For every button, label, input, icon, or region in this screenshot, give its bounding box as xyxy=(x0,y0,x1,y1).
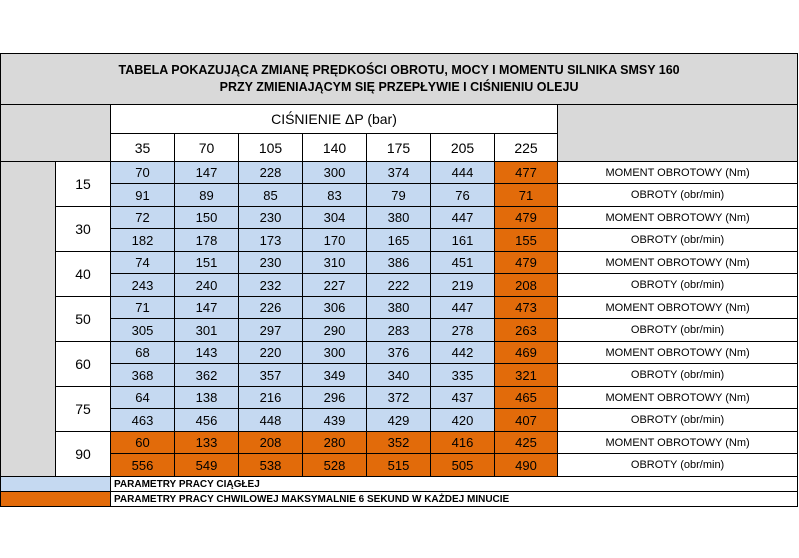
speed-value-cell: 227 xyxy=(303,274,367,297)
torque-value-cell: 425 xyxy=(495,432,558,454)
speed-value-cell: 448 xyxy=(239,409,303,432)
speed-value-cell: 89 xyxy=(175,184,239,207)
speed-value-cell: 321 xyxy=(495,364,558,387)
speed-param-label: OBROTY (obr/min) xyxy=(558,364,798,387)
torque-value-cell: 380 xyxy=(367,297,431,319)
torque-value-cell: 469 xyxy=(495,342,558,364)
table-row xyxy=(1,409,798,432)
torque-value-cell: 300 xyxy=(303,162,367,184)
speed-value-cell: 362 xyxy=(175,364,239,387)
flow-value: 50 xyxy=(56,297,111,342)
pressure-header: 225 xyxy=(495,134,558,162)
torque-value-cell: 447 xyxy=(431,297,495,319)
torque-value-cell: 372 xyxy=(367,387,431,409)
speed-value-cell: 439 xyxy=(303,409,367,432)
pressure-header: 205 xyxy=(431,134,495,162)
torque-value-cell: 70 xyxy=(111,162,175,184)
speed-value-cell: 528 xyxy=(303,454,367,477)
torque-value-cell: 147 xyxy=(175,297,239,319)
flow-value: 30 xyxy=(56,207,111,252)
table-row xyxy=(1,319,798,342)
torque-value-cell: 465 xyxy=(495,387,558,409)
torque-value-cell: 230 xyxy=(239,207,303,229)
speed-value-cell: 283 xyxy=(367,319,431,342)
pressure-header: 35 xyxy=(111,134,175,162)
torque-param-label: MOMENT OBROTOWY (Nm) xyxy=(558,252,798,274)
torque-value-cell: 208 xyxy=(239,432,303,454)
torque-value-cell: 306 xyxy=(303,297,367,319)
torque-value-cell: 374 xyxy=(367,162,431,184)
speed-value-cell: 91 xyxy=(111,184,175,207)
legend-row xyxy=(1,477,798,492)
pressure-header: 105 xyxy=(239,134,303,162)
torque-value-cell: 479 xyxy=(495,207,558,229)
torque-value-cell: 280 xyxy=(303,432,367,454)
torque-value-cell: 220 xyxy=(239,342,303,364)
torque-value-cell: 416 xyxy=(431,432,495,454)
speed-value-cell: 538 xyxy=(239,454,303,477)
flow-value: 40 xyxy=(56,252,111,297)
torque-value-cell: 143 xyxy=(175,342,239,364)
speed-value-cell: 278 xyxy=(431,319,495,342)
torque-value-cell: 477 xyxy=(495,162,558,184)
pressure-header: 70 xyxy=(175,134,239,162)
speed-value-cell: 305 xyxy=(111,319,175,342)
speed-value-cell: 83 xyxy=(303,184,367,207)
torque-value-cell: 352 xyxy=(367,432,431,454)
torque-value-cell: 442 xyxy=(431,342,495,364)
speed-value-cell: 349 xyxy=(303,364,367,387)
table-row xyxy=(1,432,798,454)
torque-value-cell: 479 xyxy=(495,252,558,274)
speed-value-cell: 463 xyxy=(111,409,175,432)
speed-value-cell: 243 xyxy=(111,274,175,297)
table-row xyxy=(1,342,798,364)
speed-value-cell: 368 xyxy=(111,364,175,387)
torque-value-cell: 310 xyxy=(303,252,367,274)
title-line-1: TABELA POKAZUJĄCA ZMIANĘ PRĘDKOŚCI OBROTU, MOCY I MOMENTU SILNIKA SMSY 160 xyxy=(118,63,680,77)
flow-value: 15 xyxy=(56,162,111,207)
torque-value-cell: 296 xyxy=(303,387,367,409)
speed-value-cell: 297 xyxy=(239,319,303,342)
speed-value-cell: 263 xyxy=(495,319,558,342)
speed-value-cell: 420 xyxy=(431,409,495,432)
speed-value-cell: 240 xyxy=(175,274,239,297)
torque-value-cell: 447 xyxy=(431,207,495,229)
corner-cell xyxy=(1,105,111,162)
speed-value-cell: 178 xyxy=(175,229,239,252)
speed-param-label: OBROTY (obr/min) xyxy=(558,184,798,207)
speed-value-cell: 182 xyxy=(111,229,175,252)
intermittent-legend-swatch xyxy=(1,492,111,507)
torque-value-cell: 451 xyxy=(431,252,495,274)
speed-value-cell: 170 xyxy=(303,229,367,252)
flow-value: 60 xyxy=(56,342,111,387)
torque-value-cell: 228 xyxy=(239,162,303,184)
speed-value-cell: 173 xyxy=(239,229,303,252)
pressure-header: 175 xyxy=(367,134,431,162)
speed-param-label: OBROTY (obr/min) xyxy=(558,229,798,252)
table-row xyxy=(1,207,798,229)
table-row xyxy=(1,297,798,319)
speed-param-label: OBROTY (obr/min) xyxy=(558,274,798,297)
speed-value-cell: 549 xyxy=(175,454,239,477)
table-row xyxy=(1,184,798,207)
speed-value-cell: 490 xyxy=(495,454,558,477)
speed-value-cell: 301 xyxy=(175,319,239,342)
table-row xyxy=(1,162,798,184)
torque-param-label: MOMENT OBROTOWY (Nm) xyxy=(558,342,798,364)
torque-value-cell: 71 xyxy=(111,297,175,319)
table-row xyxy=(1,229,798,252)
param-header-blank xyxy=(558,105,798,162)
motor-parameters-table xyxy=(0,53,798,507)
speed-param-label: OBROTY (obr/min) xyxy=(558,409,798,432)
speed-value-cell: 232 xyxy=(239,274,303,297)
torque-value-cell: 300 xyxy=(303,342,367,364)
continuous-legend-text: PARAMETRY PRACY CIĄGŁEJ xyxy=(111,477,798,492)
speed-value-cell: 505 xyxy=(431,454,495,477)
torque-param-label: MOMENT OBROTOWY (Nm) xyxy=(558,387,798,409)
table-row xyxy=(1,274,798,297)
torque-value-cell: 376 xyxy=(367,342,431,364)
speed-value-cell: 71 xyxy=(495,184,558,207)
torque-value-cell: 64 xyxy=(111,387,175,409)
speed-param-label: OBROTY (obr/min) xyxy=(558,454,798,477)
flow-value: 75 xyxy=(56,387,111,432)
torque-value-cell: 304 xyxy=(303,207,367,229)
speed-value-cell: 219 xyxy=(431,274,495,297)
torque-value-cell: 216 xyxy=(239,387,303,409)
torque-param-label: MOMENT OBROTOWY (Nm) xyxy=(558,432,798,454)
torque-value-cell: 444 xyxy=(431,162,495,184)
table-row xyxy=(1,252,798,274)
torque-value-cell: 151 xyxy=(175,252,239,274)
speed-value-cell: 515 xyxy=(367,454,431,477)
flow-axis-label xyxy=(1,162,56,477)
torque-value-cell: 380 xyxy=(367,207,431,229)
table-title xyxy=(1,54,798,105)
table-row xyxy=(1,364,798,387)
torque-param-label: MOMENT OBROTOWY (Nm) xyxy=(558,297,798,319)
flow-value: 90 xyxy=(56,432,111,477)
intermittent-legend-text: PARAMETRY PRACY CHWILOWEJ MAKSYMALNIE 6 SEKUND W KAŻDEJ MINUCIE xyxy=(111,492,798,507)
torque-value-cell: 226 xyxy=(239,297,303,319)
torque-param-label: MOMENT OBROTOWY (Nm) xyxy=(558,207,798,229)
torque-value-cell: 473 xyxy=(495,297,558,319)
torque-value-cell: 150 xyxy=(175,207,239,229)
speed-value-cell: 155 xyxy=(495,229,558,252)
torque-value-cell: 138 xyxy=(175,387,239,409)
torque-value-cell: 68 xyxy=(111,342,175,364)
speed-value-cell: 161 xyxy=(431,229,495,252)
speed-value-cell: 357 xyxy=(239,364,303,387)
legend-row xyxy=(1,492,798,507)
torque-param-label: MOMENT OBROTOWY (Nm) xyxy=(558,162,798,184)
speed-value-cell: 165 xyxy=(367,229,431,252)
pressure-header: 140 xyxy=(303,134,367,162)
speed-value-cell: 76 xyxy=(431,184,495,207)
speed-value-cell: 340 xyxy=(367,364,431,387)
torque-value-cell: 74 xyxy=(111,252,175,274)
speed-value-cell: 429 xyxy=(367,409,431,432)
pressure-label: CIŚNIENIE ΔP (bar) xyxy=(111,105,558,134)
torque-value-cell: 386 xyxy=(367,252,431,274)
torque-value-cell: 72 xyxy=(111,207,175,229)
speed-value-cell: 556 xyxy=(111,454,175,477)
title-line-2: PRZY ZMIENIAJĄCYM SIĘ PRZEPŁYWIE I CIŚNIENIU OLEJU xyxy=(219,80,579,94)
torque-value-cell: 147 xyxy=(175,162,239,184)
continuous-legend-swatch xyxy=(1,477,111,492)
torque-value-cell: 133 xyxy=(175,432,239,454)
table-row xyxy=(1,387,798,409)
speed-value-cell: 79 xyxy=(367,184,431,207)
speed-value-cell: 290 xyxy=(303,319,367,342)
speed-value-cell: 222 xyxy=(367,274,431,297)
speed-value-cell: 85 xyxy=(239,184,303,207)
torque-value-cell: 230 xyxy=(239,252,303,274)
speed-value-cell: 456 xyxy=(175,409,239,432)
torque-value-cell: 60 xyxy=(111,432,175,454)
speed-value-cell: 335 xyxy=(431,364,495,387)
speed-value-cell: 407 xyxy=(495,409,558,432)
speed-param-label: OBROTY (obr/min) xyxy=(558,319,798,342)
speed-value-cell: 208 xyxy=(495,274,558,297)
torque-value-cell: 437 xyxy=(431,387,495,409)
table-row xyxy=(1,454,798,477)
